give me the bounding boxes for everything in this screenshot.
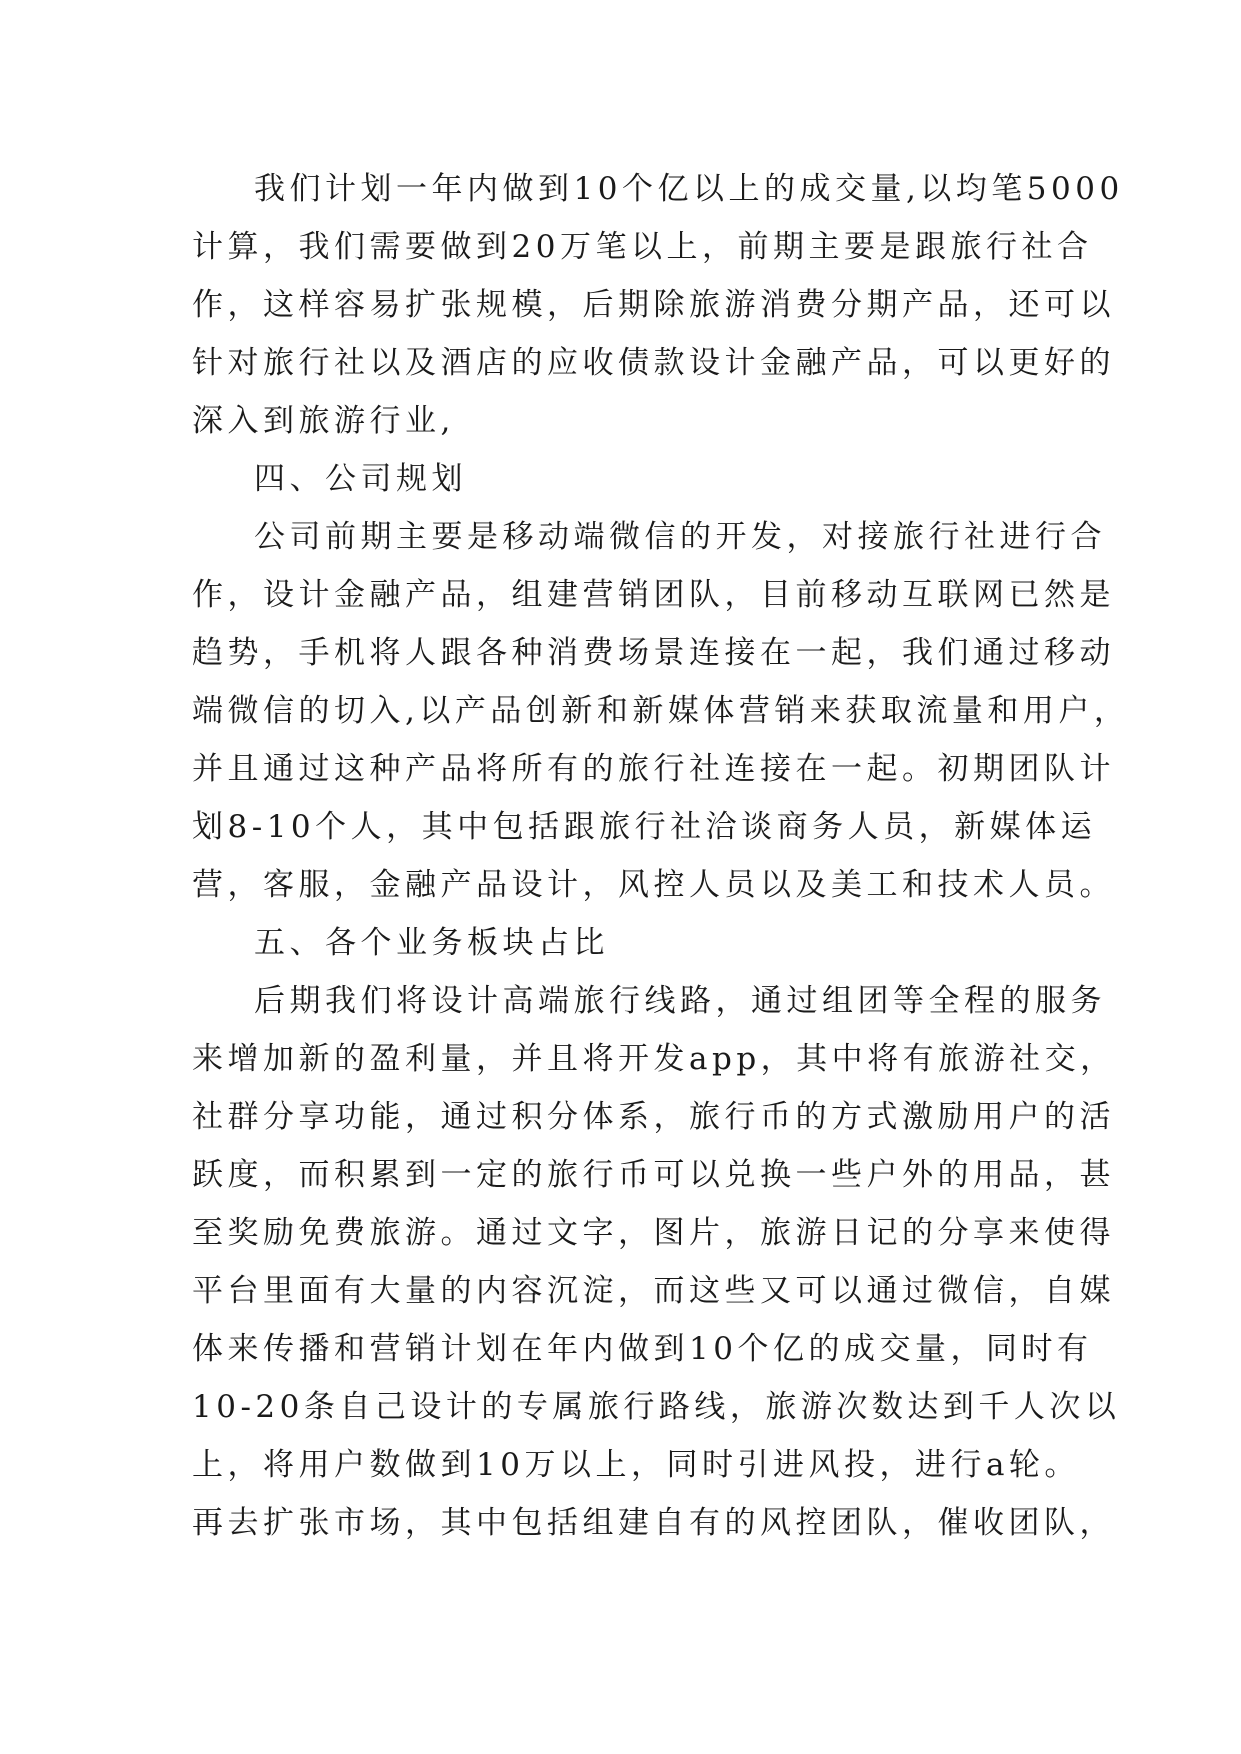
body-line: 来增加新的盈利量，并且将开发app，其中将有旅游社交，	[192, 1041, 1116, 1077]
body-line: 作，设计金融产品，组建营销团队，目前移动互联网已然是	[192, 577, 1115, 613]
body-line: 端微信的切入,以产品创新和新媒体营销来获取流量和用户，	[192, 693, 1130, 729]
body-line: 作，这样容易扩张规模，后期除旅游消费分期产品，还可以	[192, 287, 1115, 323]
body-line: 社群分享功能，通过积分体系，旅行币的方式激励用户的活	[192, 1099, 1115, 1135]
body-line: 趋势，手机将人跟各种消费场景连接在一起，我们通过移动	[192, 635, 1115, 671]
body-line: 并且通过这种产品将所有的旅行社连接在一起。初期团队计	[192, 751, 1115, 787]
body-line: 10-20条自己设计的专属旅行路线，旅游次数达到千人次以	[192, 1389, 1121, 1425]
body-line: 营，客服，金融产品设计，风控人员以及美工和技术人员。	[192, 867, 1115, 903]
document-body	[192, 160, 1130, 1552]
body-line: 再去扩张市场，其中包括组建自有的风控团队，催收团队，	[192, 1505, 1115, 1541]
body-line: 跃度，而积累到一定的旅行币可以兑换一些户外的用品，甚	[192, 1157, 1115, 1193]
body-line: 我们计划一年内做到10个亿以上的成交量,以均笔5000	[254, 171, 1124, 207]
body-line: 至奖励免费旅游。通过文字，图片，旅游日记的分享来使得	[192, 1215, 1115, 1251]
body-line: 平台里面有大量的内容沉淀，而这些又可以通过微信，自媒	[192, 1273, 1115, 1309]
body-line: 公司前期主要是移动端微信的开发，对接旅行社进行合	[254, 519, 1106, 555]
section-heading: 四、公司规划	[254, 461, 467, 497]
body-line: 划8-10个人，其中包括跟旅行社洽谈商务人员，新媒体运	[192, 809, 1097, 845]
body-line: 深入到旅游行业,	[192, 403, 455, 439]
body-line: 针对旅行社以及酒店的应收债款设计金融产品，可以更好的	[192, 345, 1115, 381]
body-line: 体来传播和营销计划在年内做到10个亿的成交量，同时有	[192, 1331, 1093, 1367]
section-heading: 五、各个业务板块占比	[254, 925, 609, 961]
body-line: 计算，我们需要做到20万笔以上，前期主要是跟旅行社合	[192, 229, 1093, 265]
body-line: 后期我们将设计高端旅行线路，通过组团等全程的服务	[254, 983, 1106, 1019]
body-line: 上，将用户数做到10万以上，同时引进风投，进行a轮。	[192, 1447, 1080, 1483]
